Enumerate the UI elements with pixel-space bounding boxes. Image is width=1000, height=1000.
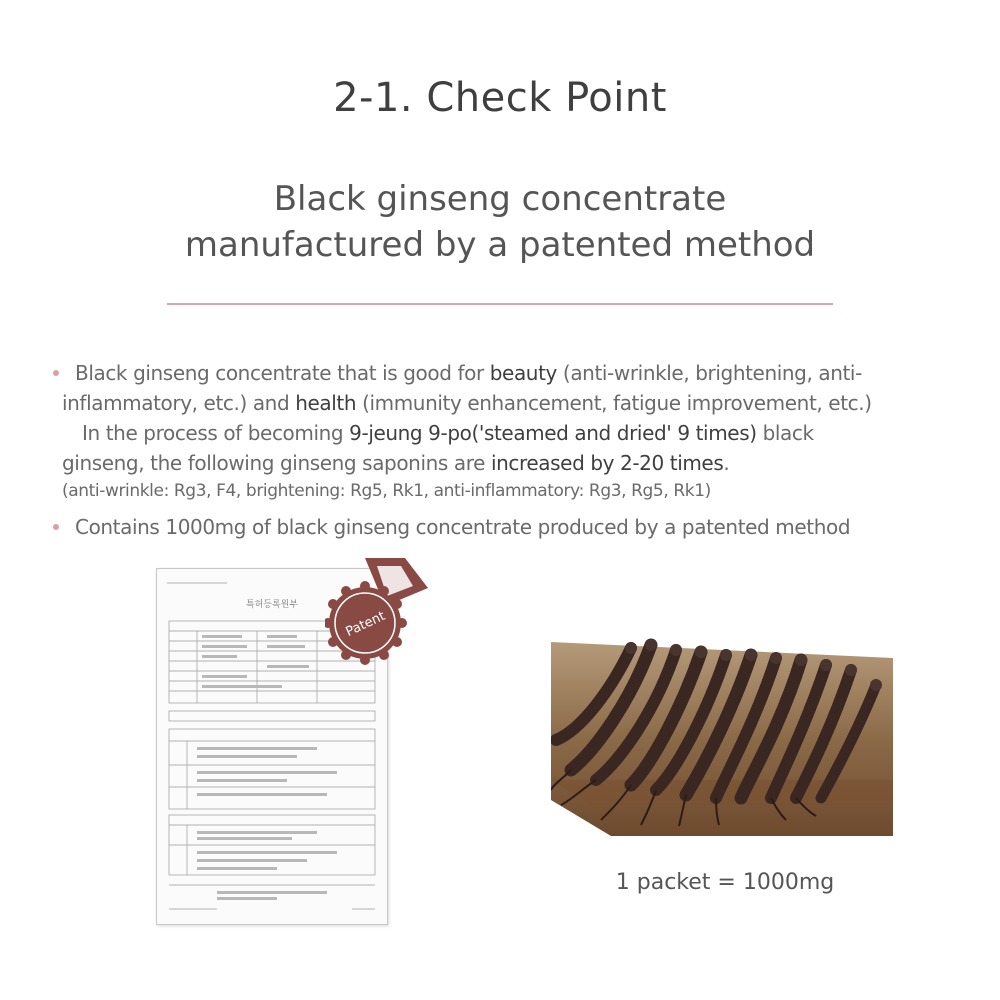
bullet-text: Contains 1000mg of black ginseng concentrate produced by a patented method: [75, 515, 851, 539]
bullet-highlight: beauty: [489, 361, 557, 385]
bullet-list: [62, 358, 942, 542]
bullet-1-line-3: [62, 418, 942, 448]
bullet-text: .: [723, 451, 730, 475]
bullet-text: (immunity enhancement, fatigue improvement, etc.): [356, 391, 872, 415]
bullet-2: [62, 512, 942, 542]
bullet-highlight: increased by 2-20 times: [490, 451, 724, 475]
bullet-highlight: 9-jeung 9-po('steamed and dried' 9 times): [349, 421, 757, 445]
packet-caption: 1 packet = 1000mg: [615, 870, 835, 895]
bullet-text: inflammatory, etc.) and: [62, 391, 296, 415]
patent-seal-icon: [325, 548, 435, 678]
seal-text: Patent: [343, 608, 388, 640]
bullet-dot-icon: [53, 524, 59, 530]
subtitle-line-1: Black ginseng concentrate: [273, 179, 727, 219]
patent-seal: [325, 548, 435, 678]
bullet-1-line-4: [62, 448, 942, 478]
certificate-title: 특허등록원부: [245, 600, 299, 610]
black-ginseng-image: [551, 630, 893, 836]
bullet-text: black: [756, 421, 814, 445]
bullet-1-line-2: [62, 388, 942, 418]
bullet-text: (anti-wrinkle, brightening, anti-: [556, 361, 862, 385]
ginseng-roots-icon: [551, 630, 893, 836]
bullet-text: In the process of becoming: [82, 421, 350, 445]
bullet-1-line-5: (anti-wrinkle: Rg3, F4, brightening: Rg5, Rk1, anti-inflammatory: Rg3, Rg5, Rk1): [62, 481, 711, 501]
subtitle-line-2: manufactured by a patented method: [184, 225, 816, 265]
bullet-1-line-1: [62, 358, 942, 388]
page-subtitle: [0, 176, 1000, 268]
bullet-text: ginseng, the following ginseng saponins are: [62, 451, 491, 475]
section-divider: [167, 303, 833, 305]
bullet-text: Black ginseng concentrate that is good for: [75, 361, 490, 385]
bullet-dot-icon: [53, 370, 59, 376]
page-heading: 2-1. Check Point: [333, 75, 667, 121]
bullet-highlight: health: [295, 391, 357, 415]
